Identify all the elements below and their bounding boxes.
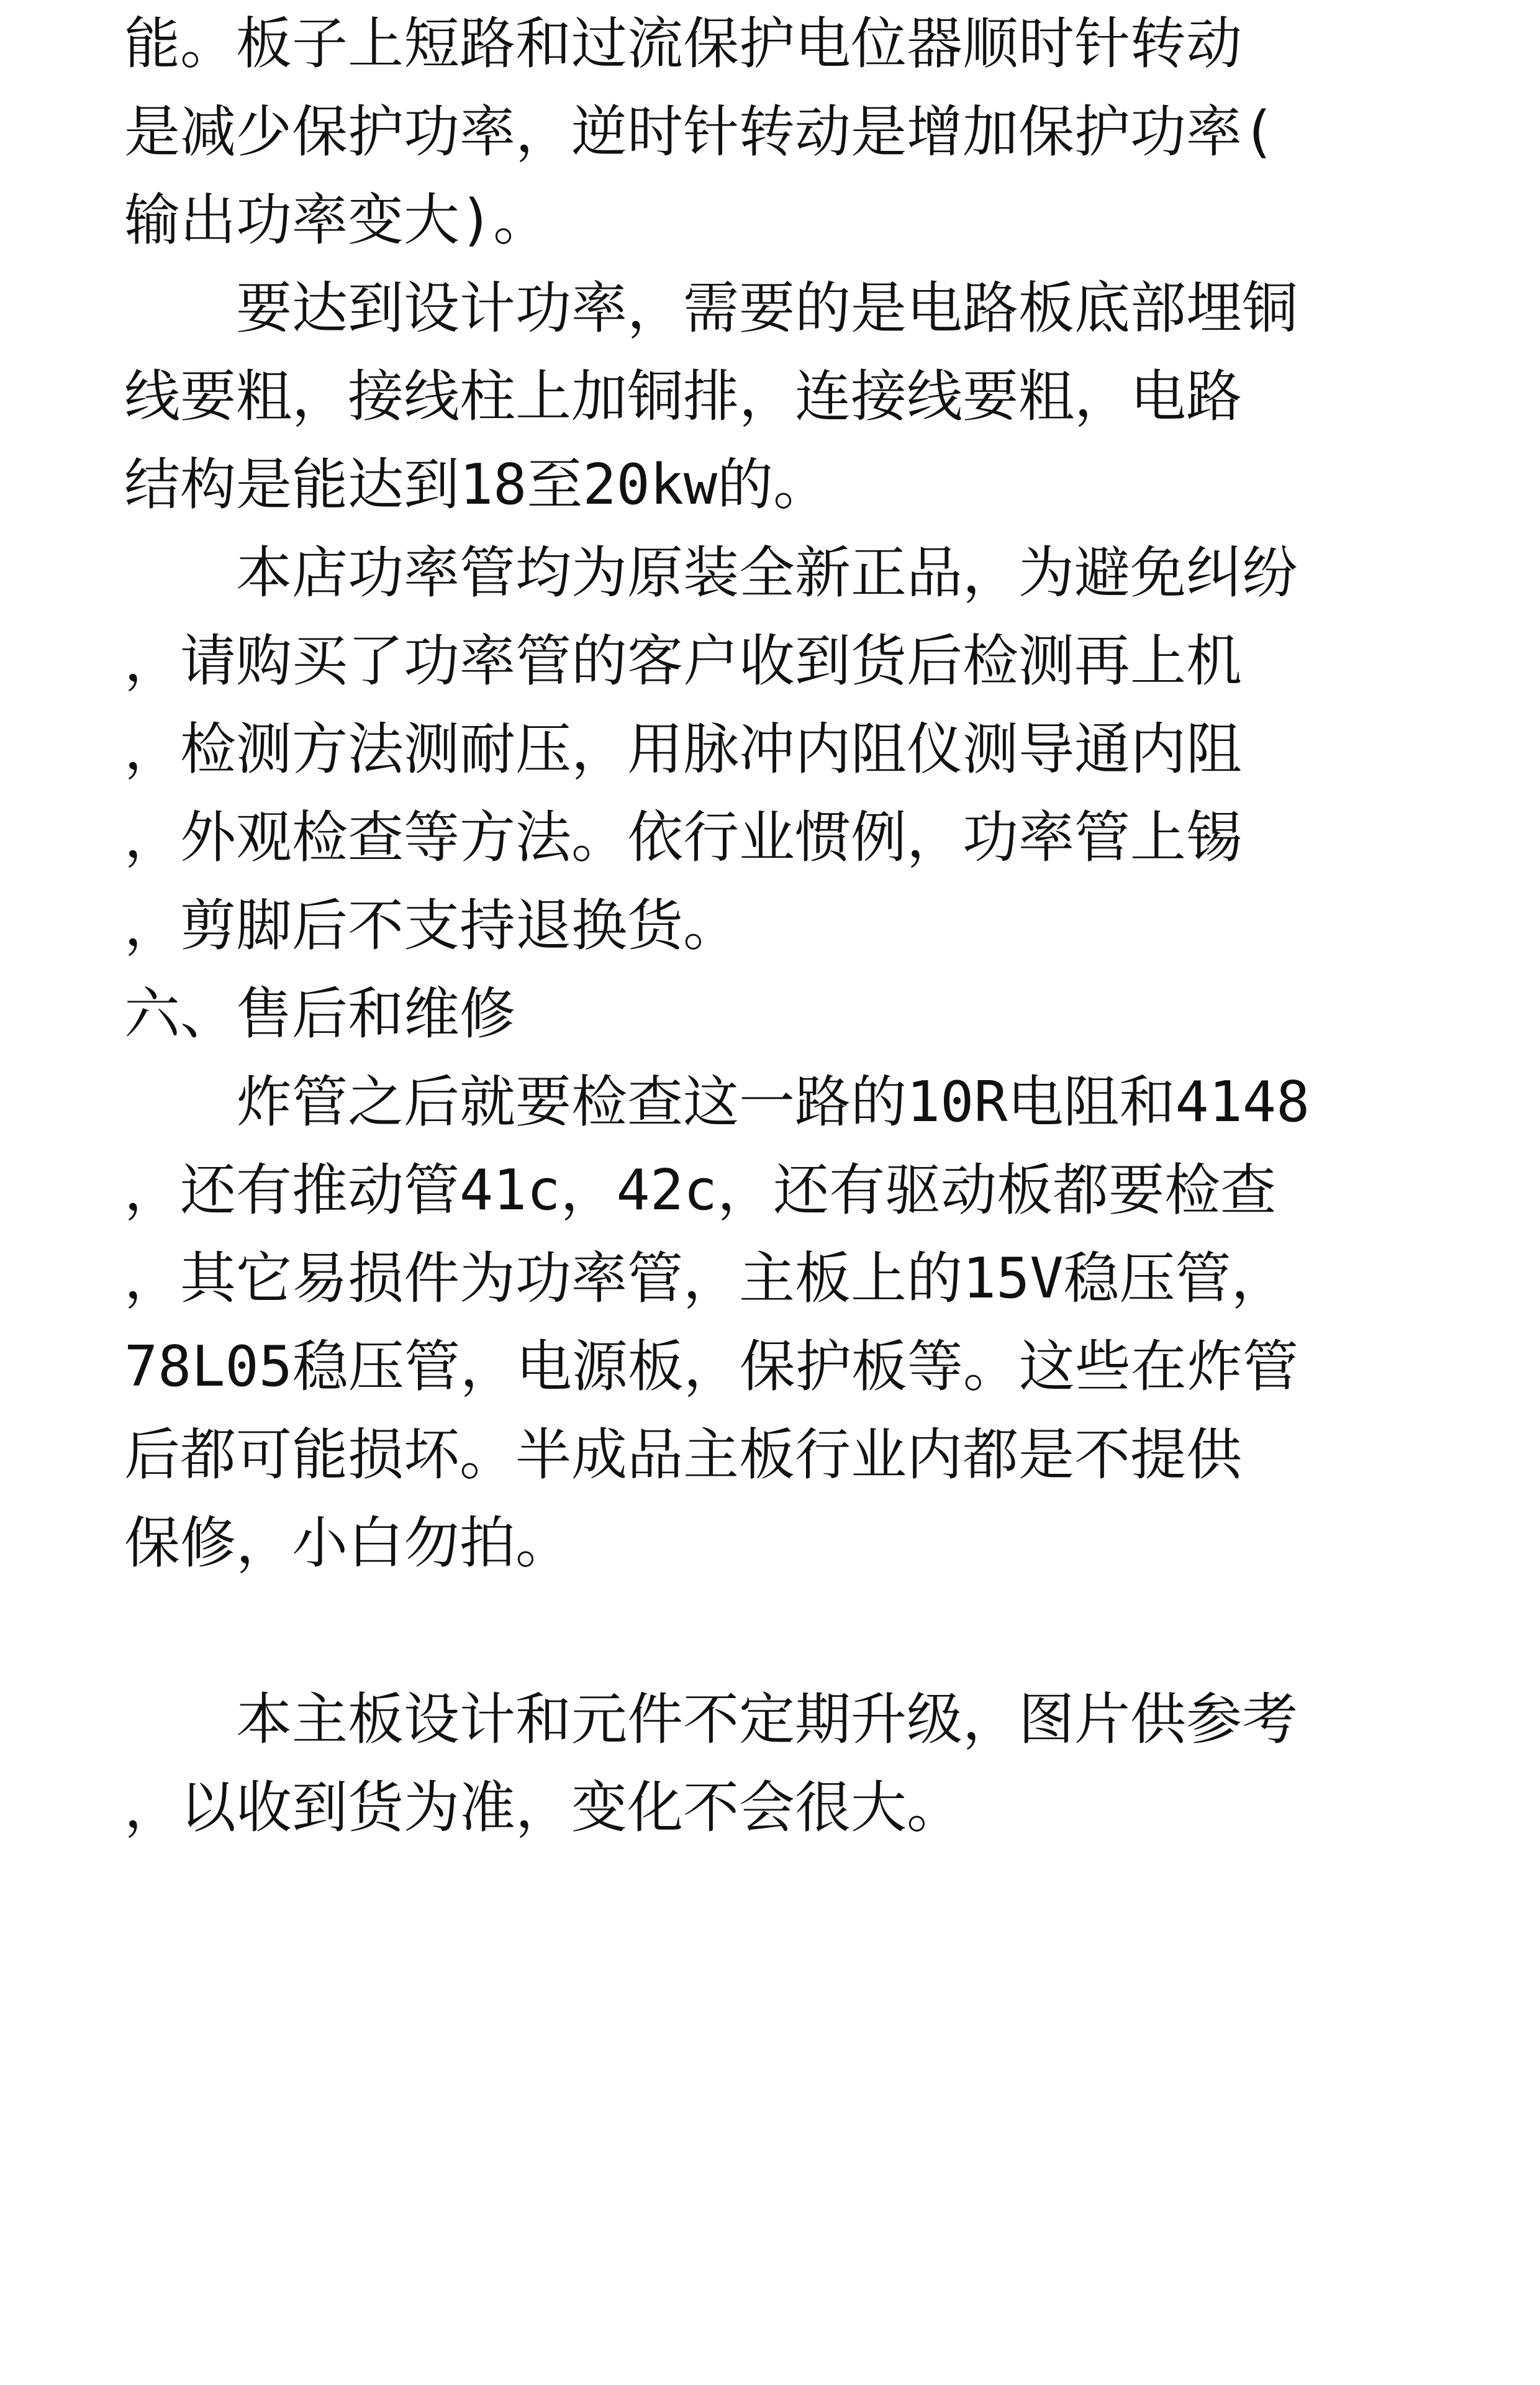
text-line-9: ，检测方法测耐压，用脉冲内阻仪测导通内阻 <box>124 717 1242 782</box>
section-heading: 六、售后和维修 <box>124 981 515 1047</box>
text-line-10: ，外观检查等方法。依行业惯例，功率管上锡 <box>124 805 1242 870</box>
text-line-20: 本主板设计和元件不定期升级，图片供参考 <box>124 1687 1298 1752</box>
text-line-8: ，请购买了功率管的客户收到货后检测再上机 <box>124 629 1242 694</box>
text-line-7: 本店功率管均为原装全新正品，为避免纠纷 <box>124 540 1298 606</box>
document-body <box>124 0 1341 1852</box>
text-line-2: 是减少保护功率，逆时针转动是增加保护功率( <box>124 99 1276 165</box>
text-line-14: ，还有推动管41c，42c，还有驱动板都要检查 <box>124 1158 1277 1223</box>
text-line-16: 78L05稳压管，电源板，保护板等。这些在炸管 <box>124 1334 1298 1399</box>
text-line-13: 炸管之后就要检查这一路的10R电阻和4148 <box>124 1070 1310 1135</box>
text-line-18: 保修，小白勿拍。 <box>124 1510 571 1576</box>
text-line-17: 后都可能损坏。半成品主板行业内都是不提供 <box>124 1422 1242 1488</box>
text-line-6: 结构是能达到18至20kw的。 <box>124 452 830 517</box>
text-line-4: 要达到设计功率，需要的是电路板底部埋铜 <box>124 276 1298 341</box>
text-line-1: 能。板子上短路和过流保护电位器顺时针转动 <box>124 11 1242 76</box>
text-line-3: 输出功率变大)。 <box>124 188 550 253</box>
text-line-21: ，以收到货为准，变化不会很大。 <box>124 1775 962 1840</box>
text-line-15: ，其它易损件为功率管，主板上的15V稳压管， <box>124 1246 1287 1311</box>
paragraph-gap <box>124 1588 1341 1676</box>
text-line-11: ，剪脚后不支持退换货。 <box>124 893 739 958</box>
text-line-5: 线要粗，接线柱上加铜排，连接线要粗，电路 <box>124 364 1242 429</box>
